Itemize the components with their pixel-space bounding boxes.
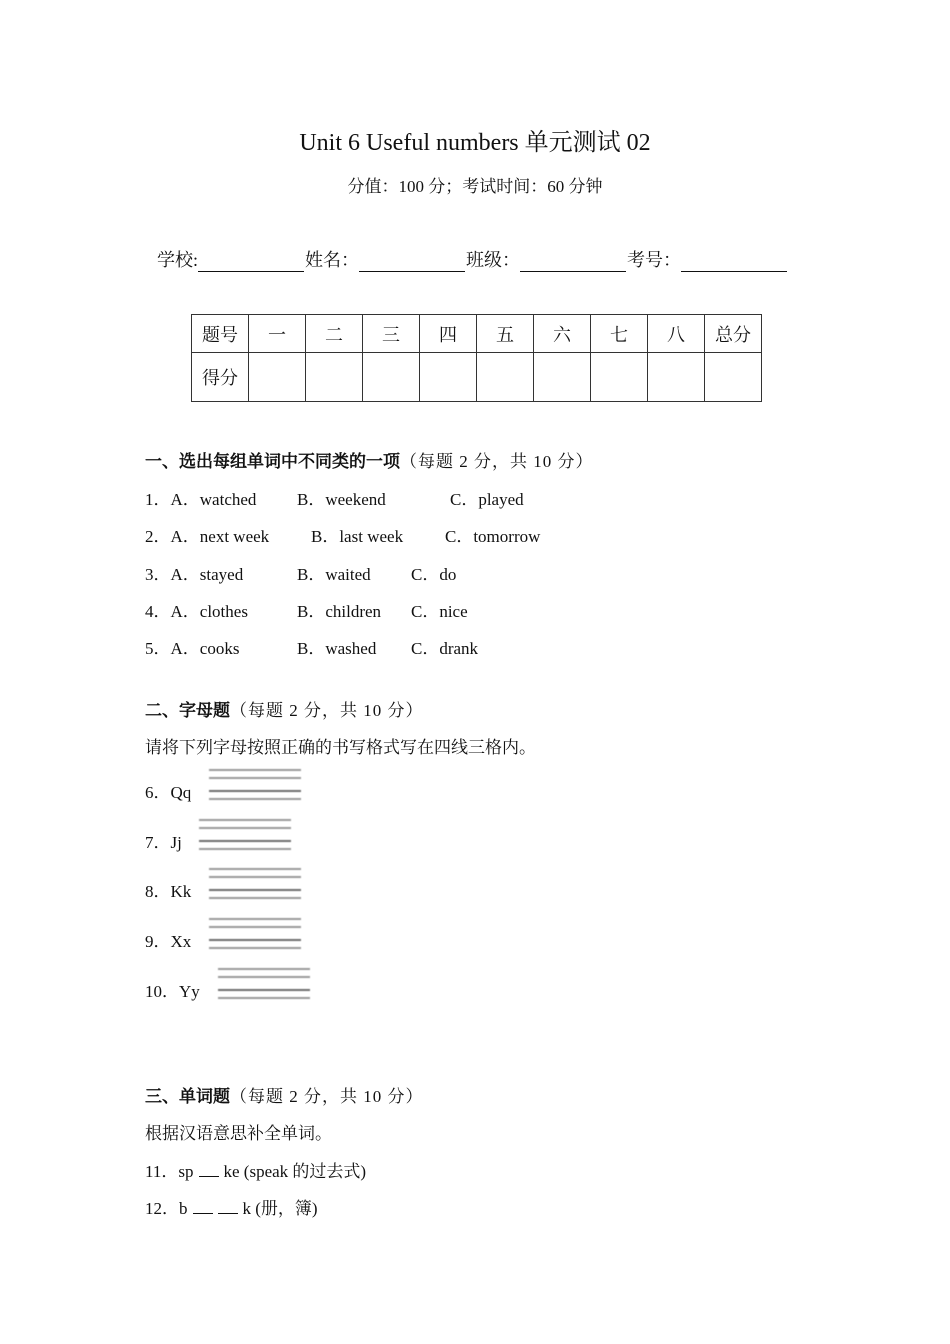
question-12 bbox=[145, 1194, 318, 1219]
score-input-cell[interactable] bbox=[534, 353, 591, 402]
score-input-cell[interactable] bbox=[648, 353, 705, 402]
question-8-label: 8．Kk bbox=[145, 882, 192, 901]
four-line-grid[interactable] bbox=[209, 867, 301, 899]
score-table-cell: 一 bbox=[249, 315, 306, 353]
question-number: 11． bbox=[145, 1162, 179, 1181]
name-blank[interactable] bbox=[359, 253, 465, 272]
score-table-cell: 七 bbox=[591, 315, 648, 353]
question-10-label: 10．Yy bbox=[145, 982, 200, 1001]
word-prefix: sp bbox=[178, 1162, 194, 1181]
question-6-label: 6．Qq bbox=[145, 783, 192, 802]
exam-number-blank[interactable] bbox=[681, 253, 787, 272]
student-info-fields bbox=[157, 246, 788, 272]
word-suffix: k (册，簿) bbox=[242, 1199, 318, 1218]
score-table-cell: 六 bbox=[534, 315, 591, 353]
option-b: B．waited bbox=[297, 565, 371, 584]
question-3 bbox=[145, 560, 457, 585]
question-11 bbox=[145, 1157, 366, 1182]
section-3-instruction: 根据汉语意思补全单词。 bbox=[145, 1124, 332, 1143]
score-table-cell: 题号 bbox=[192, 315, 249, 353]
score-table-cell: 得分 bbox=[192, 353, 249, 402]
score-table bbox=[191, 314, 762, 402]
option-a: A．next week bbox=[170, 527, 270, 546]
option-c: C．do bbox=[411, 565, 457, 584]
option-a: A．cooks bbox=[170, 639, 240, 658]
option-a: A．watched bbox=[170, 490, 257, 509]
score-input-cell[interactable] bbox=[363, 353, 420, 402]
option-a: A．clothes bbox=[170, 602, 248, 621]
class-label: 班级： bbox=[466, 250, 521, 270]
score-table-cell: 五 bbox=[477, 315, 534, 353]
section-2-heading bbox=[145, 696, 424, 721]
score-input-cell[interactable] bbox=[306, 353, 363, 402]
option-b: B．washed bbox=[297, 639, 377, 658]
question-1 bbox=[145, 485, 524, 510]
letter-blank[interactable] bbox=[218, 1199, 238, 1214]
option-a: A．stayed bbox=[170, 565, 244, 584]
four-line-grid[interactable] bbox=[218, 967, 310, 999]
question-5 bbox=[145, 634, 479, 659]
question-7-label: 7．Jj bbox=[145, 833, 182, 852]
option-b: B．children bbox=[297, 602, 382, 621]
question-4 bbox=[145, 597, 468, 622]
section-3-heading bbox=[145, 1082, 424, 1107]
score-input-cell[interactable] bbox=[420, 353, 477, 402]
exam-number-label: 考号： bbox=[627, 250, 682, 270]
question-number: 5． bbox=[145, 639, 171, 658]
option-c: C．nice bbox=[411, 602, 468, 621]
four-line-grid[interactable] bbox=[209, 768, 301, 800]
section-1-heading bbox=[145, 447, 594, 472]
question-number: 1． bbox=[145, 490, 171, 509]
section-2-note: （每题 2 分，共 10 分） bbox=[230, 701, 424, 720]
score-input-cell[interactable] bbox=[591, 353, 648, 402]
question-2 bbox=[145, 522, 541, 547]
word-suffix: ke (speak 的过去式) bbox=[223, 1162, 367, 1181]
option-c: C．drank bbox=[411, 639, 479, 658]
option-c: C．played bbox=[450, 490, 524, 509]
score-table-cell: 四 bbox=[420, 315, 477, 353]
school-label: 学校: bbox=[157, 250, 199, 270]
score-input-cell[interactable] bbox=[249, 353, 306, 402]
section-1-note: （每题 2 分，共 10 分） bbox=[400, 452, 594, 471]
word-prefix: b bbox=[179, 1199, 188, 1218]
score-input-cell[interactable] bbox=[705, 353, 762, 402]
score-table-cell: 总分 bbox=[705, 315, 762, 353]
score-table-cell: 二 bbox=[306, 315, 363, 353]
question-number: 3． bbox=[145, 565, 171, 584]
score-table-cell: 八 bbox=[648, 315, 705, 353]
class-blank[interactable] bbox=[520, 253, 626, 272]
section-3-note: （每题 2 分，共 10 分） bbox=[230, 1087, 424, 1106]
exam-info: 分值：100 分；考试时间：60 分钟 bbox=[347, 177, 603, 196]
question-9-label: 9．Xx bbox=[145, 932, 192, 951]
section-2-title: 二、字母题 bbox=[145, 701, 230, 720]
section-2-instruction: 请将下列字母按照正确的书写格式写在四线三格内。 bbox=[145, 738, 536, 757]
question-number: 12． bbox=[145, 1199, 179, 1218]
option-b: B．last week bbox=[311, 527, 404, 546]
letter-blank[interactable] bbox=[193, 1199, 213, 1214]
option-c: C．tomorrow bbox=[445, 527, 541, 546]
option-b: B．weekend bbox=[297, 490, 386, 509]
four-line-grid[interactable] bbox=[199, 818, 291, 850]
question-number: 4． bbox=[145, 602, 171, 621]
letter-blank[interactable] bbox=[199, 1162, 219, 1177]
name-label: 姓名： bbox=[305, 250, 360, 270]
page-title: Unit 6 Useful numbers 单元测试 02 bbox=[299, 130, 651, 156]
score-table-score-row bbox=[192, 353, 762, 402]
section-3-title: 三、单词题 bbox=[145, 1087, 230, 1106]
four-line-grid[interactable] bbox=[209, 917, 301, 949]
question-number: 2． bbox=[145, 527, 171, 546]
score-table-cell: 三 bbox=[363, 315, 420, 353]
section-1-title: 一、选出每组单词中不同类的一项 bbox=[145, 452, 400, 471]
school-blank[interactable] bbox=[198, 253, 304, 272]
score-input-cell[interactable] bbox=[477, 353, 534, 402]
score-table-header-row bbox=[192, 315, 762, 353]
